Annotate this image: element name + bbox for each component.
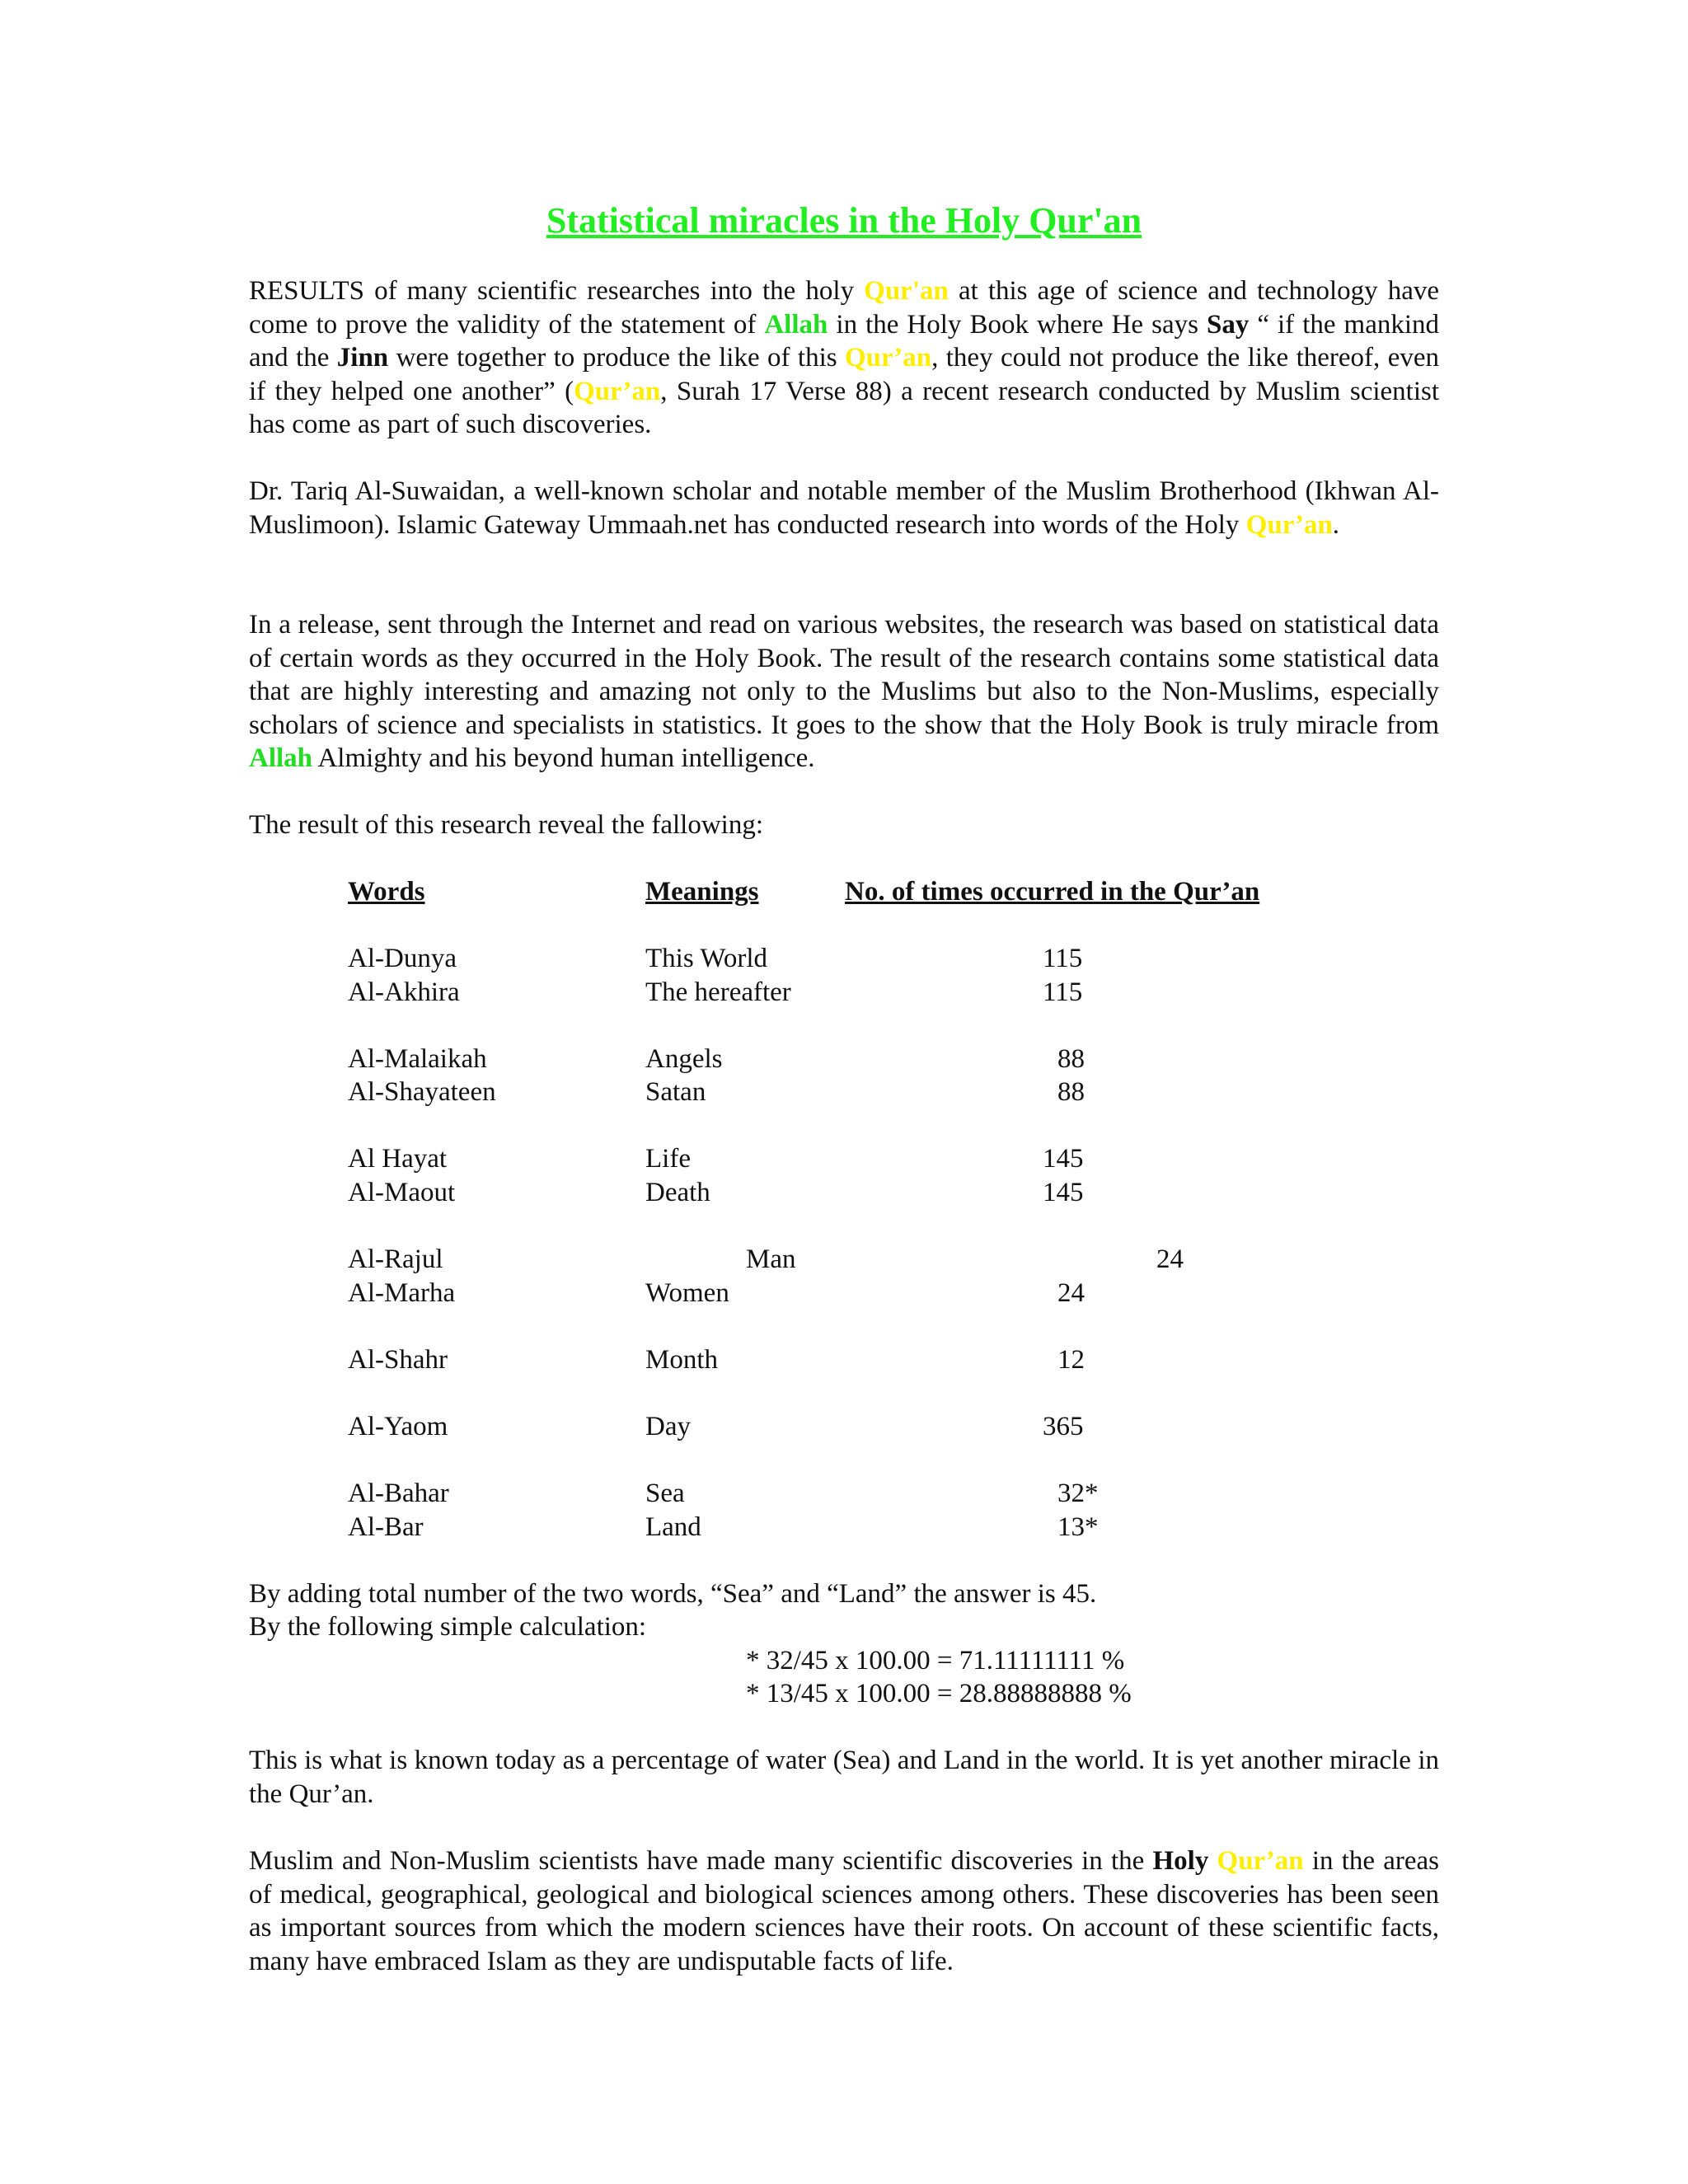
table-meaning: Day (645, 1412, 691, 1441)
table-meaning: The hereafter (645, 977, 791, 1007)
table-word: Al-Shayateen (348, 1077, 496, 1107)
table-meaning: Life (645, 1144, 691, 1174)
header-count: No. of times occurred in the Qur’an (845, 877, 1260, 907)
table-count: 24 (1057, 1278, 1085, 1308)
text-span: “ if the mankind and the (249, 309, 1440, 373)
intro-paragraph (249, 274, 1439, 442)
percentage-paragraph: This is what is known today as a percentage of water (Sea) and Land in the world. It is yet another miracle in the Qur’an. (249, 1746, 1439, 1809)
table-count: 145 (1043, 1144, 1084, 1174)
text-span: , they could not produce the like thereof, even if they helped one another” ( (249, 343, 1439, 406)
text-span: were together to produce the like of this (388, 343, 845, 373)
text-span: , Surah 17 Verse 88) a recent research conducted by Muslim scientist has come as part of such discoveries. (249, 376, 1439, 439)
header-words: Words (348, 877, 425, 907)
research-intro: The result of this research reveal the fallowing: (249, 810, 764, 840)
table-word: Al-Maout (348, 1178, 456, 1207)
table-word: Al-Dunya (348, 944, 457, 973)
quran-highlight: Qur’an (1217, 1846, 1304, 1876)
allah-highlight: Allah (764, 309, 828, 340)
table-meaning: Death (645, 1178, 710, 1207)
quran-highlight: Qur’an (1245, 509, 1333, 540)
calc-land: * 13/45 x 100.00 = 28.88888888 % (746, 1679, 1132, 1708)
table-count: 88 (1057, 1044, 1085, 1074)
calc-intro: By the following simple calculation: (249, 1612, 647, 1642)
table-word: Al-Marha (348, 1278, 456, 1308)
table-word: Al Hayat (348, 1144, 448, 1174)
text-span: In a release, sent through the Internet and read on various websites, the research was based on statistical data of certain words as they occurred in the Holy Book. The result of the research contains some statistical data that are highly interesting and amazing not only to the Muslims but also to the Non-Muslims, especially scholars of science and specialists in statistics. It goes to the show that the Holy Book is truly miracle from (249, 610, 1439, 740)
text-span: RESULTS of many scientific researches into the holy (249, 276, 865, 306)
say-bold: Say (1206, 309, 1250, 340)
holy-bold: Holy (1152, 1846, 1209, 1876)
table-word: Al-Malaikah (348, 1044, 487, 1074)
sum-sentence: By adding total number of the two words, “Sea” and “Land” the answer is 45. (249, 1579, 1097, 1609)
suwaidan-paragraph (249, 475, 1439, 541)
table-meaning: Women (645, 1278, 729, 1308)
table-meaning: This World (645, 944, 767, 973)
table-count: 145 (1043, 1178, 1084, 1207)
table-count: 115 (1043, 944, 1083, 973)
text-span: at this age of science and technology have come to prove the validity of the statement of (249, 276, 1439, 340)
table-meaning: Angels (645, 1044, 723, 1074)
text-span: . (1332, 509, 1340, 540)
discoveries-paragraph (249, 1844, 1439, 1978)
table-count: 32* (1057, 1479, 1099, 1508)
text-span: in the Holy Book where He says (828, 309, 1207, 340)
text-span: Muslim and Non-Muslim scientists have made many scientific discoveries in the (249, 1846, 1153, 1876)
table-meaning: Man (746, 1244, 796, 1274)
table-word: Al-Shahr (348, 1345, 448, 1375)
allah-highlight: Allah (249, 743, 313, 773)
table-count: 115 (1043, 977, 1083, 1007)
table-meaning: Land (645, 1512, 701, 1542)
table-count: 12 (1057, 1345, 1085, 1375)
table-word: Al-Akhira (348, 977, 460, 1007)
calc-sea: * 32/45 x 100.00 = 71.11111111 % (746, 1646, 1125, 1675)
table-meaning: Satan (645, 1077, 706, 1107)
release-paragraph (249, 608, 1439, 776)
table-word: Al-Rajul (348, 1244, 443, 1274)
table-word: Al-Bar (348, 1512, 424, 1542)
text-span: Almighty and his beyond human intelligence. (312, 743, 815, 773)
quran-highlight: Qur’an (845, 343, 932, 373)
page-title: Statistical miracles in the Holy Qur'an (546, 200, 1142, 241)
table-count: 88 (1057, 1077, 1085, 1107)
table-word: Al-Bahar (348, 1479, 449, 1508)
table-word: Al-Yaom (348, 1412, 448, 1441)
text-span: in the areas of medical, geographical, geological and biological sciences among others. These discoveries has been seen as important sources from which the modern sciences have their roots. On account of these scientific facts, many have embraced Islam as they are undisputable facts of life. (249, 1846, 1439, 1976)
header-meanings: Meanings (645, 877, 759, 907)
table-count: 365 (1043, 1412, 1084, 1441)
table-count: 24 (1156, 1244, 1184, 1274)
table-count: 13* (1057, 1512, 1099, 1542)
quran-highlight: Qur’an (574, 376, 661, 406)
quran-highlight: Qur'an (864, 276, 949, 306)
table-meaning: Month (645, 1345, 719, 1375)
table-meaning: Sea (645, 1479, 685, 1508)
text-span: Dr. Tariq Al-Suwaidan, a well-known scholar and notable member of the Muslim Brotherhood (Ikhwan Al-Muslimoon). Islamic Gateway Ummaah.net has conducted research into words of the Holy (249, 476, 1439, 540)
jinn-bold: Jinn (336, 343, 389, 373)
